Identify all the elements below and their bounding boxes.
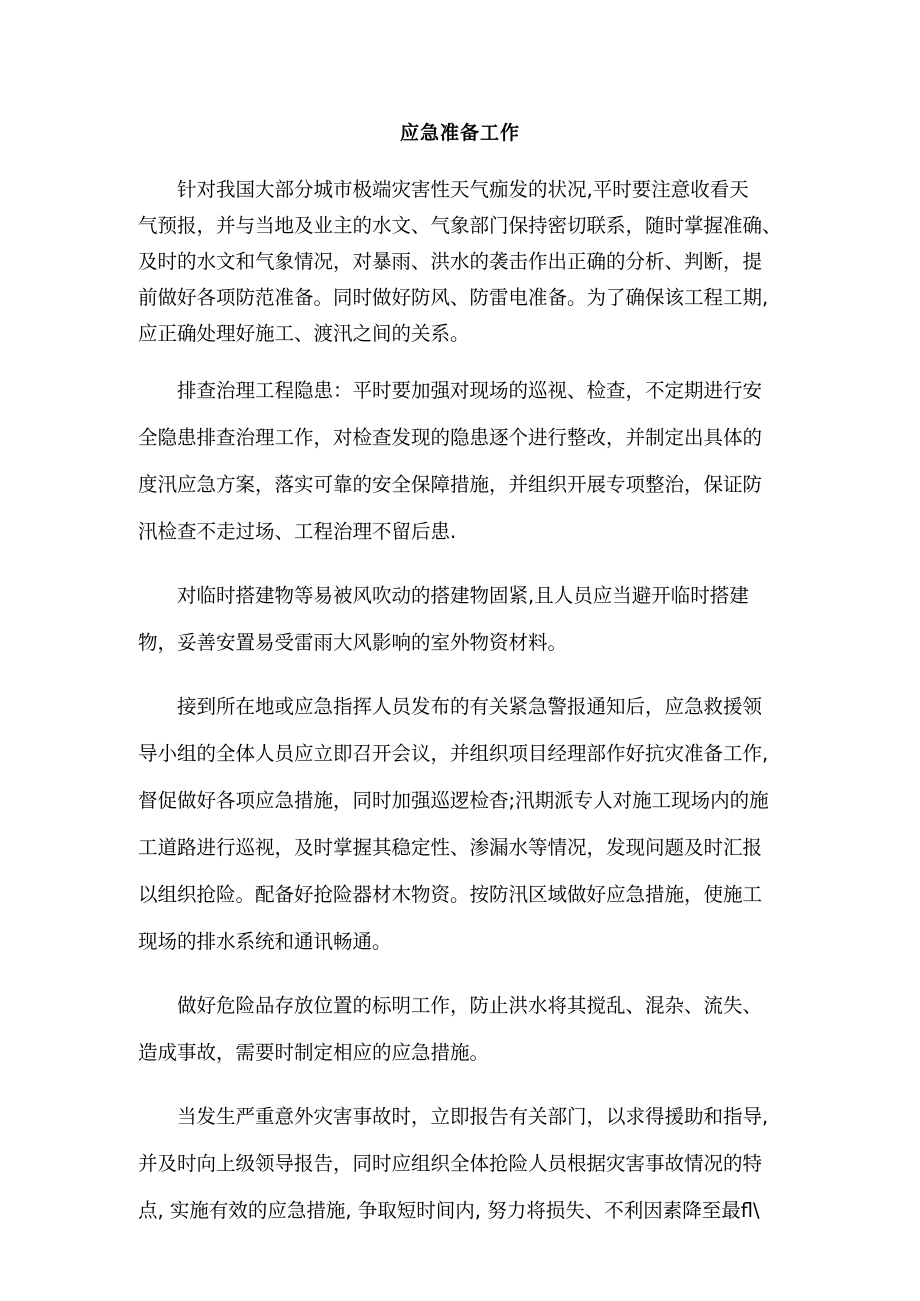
paragraph-line: 点, 实施有效的应急措施, 争取短时间内, 努力将损失、不利因素降至最fl\ — [138, 1199, 760, 1222]
document-body — [138, 172, 788, 1251]
paragraph-line: 对临时搭建物等易被风吹动的搭建物固紧,且人员应当避开临时搭建 — [177, 584, 749, 607]
paragraph-line: 导小组的全体人员应立即召开会议，并组织项目经理部作好抗灾准备工作, — [138, 742, 769, 765]
paragraph-line: 全隐患排查治理工作，对检查发现的隐患逐个进行整改，并制定出具体的 — [138, 426, 763, 449]
paragraph-line: 现场的排水系统和通讯畅通。 — [138, 930, 392, 953]
paragraph-line: 针对我国大部分城市极端灾害性天气痂发的状况,平时要注意收看天 — [177, 178, 749, 201]
paragraph-line: 排查治理工程隐患：平时要加强对现场的巡视、检查，不定期进行安 — [177, 379, 763, 402]
paragraph-3 — [138, 572, 788, 666]
paragraph-line: 当发生严重意外灾害事故时，立即报告有关部门，以求得援助和指导, — [177, 1105, 769, 1128]
paragraph-1 — [138, 172, 788, 352]
paragraph-line: 督促做好各项应急措施，同时加强巡逻检杳;汛期派专人对施工现场内的施 — [138, 789, 769, 812]
paragraph-2 — [138, 367, 788, 555]
paragraph-line: 度汛应急方案，落实可靠的安全保障措施，并组织开展专项整治，保证防 — [138, 473, 763, 496]
paragraph-line: 物，妥善安置易受雷雨大风影响的室外物资材料。 — [138, 631, 568, 654]
paragraph-5 — [138, 982, 788, 1076]
document-title: 应急准备工作 — [399, 122, 520, 144]
paragraph-line: 应正确处理好施工、渡汛之间的关系。 — [138, 322, 470, 345]
paragraph-line: 以组织抢险。配备好抢险器材木物资。按防汛区域做好应急措施，使施工 — [138, 883, 763, 906]
paragraph-4 — [138, 683, 788, 965]
paragraph-line: 工道路进行巡视，及时掌握其稳定性、渗漏水等情况，发现问题及时汇报 — [138, 836, 763, 859]
paragraph-line: 汛检查不走过场、工程治理不留后患. — [138, 520, 457, 543]
paragraph-line: 造成事故，需要时制定相应的应急措施。 — [138, 1041, 490, 1064]
paragraph-line: 做好危险品存放位置的标明工作，防止洪水将其搅乱、混杂、流失、 — [177, 994, 763, 1017]
paragraph-line: 前做好各项防范准备。同时做好防风、防雷电准备。为了确保该工程工期, — [138, 286, 769, 309]
paragraph-line: 及时的水文和气象情况，对暴雨、洪水的袭击作出正确的分析、判断，提 — [138, 250, 763, 273]
paragraph-line: 并及时向上级领导报告，同时应组织全体抢险人员根据灾害事故情况的特 — [138, 1152, 763, 1175]
paragraph-line: 接到所在地或应急指挥人员发布的有关紧急警报通知后，应急救援领 — [177, 695, 763, 718]
paragraph-line: 气预报，并与当地及业主的水文、气象部门保持密切联系，随时掌握准确、 — [138, 214, 782, 237]
paragraph-6 — [138, 1093, 788, 1234]
